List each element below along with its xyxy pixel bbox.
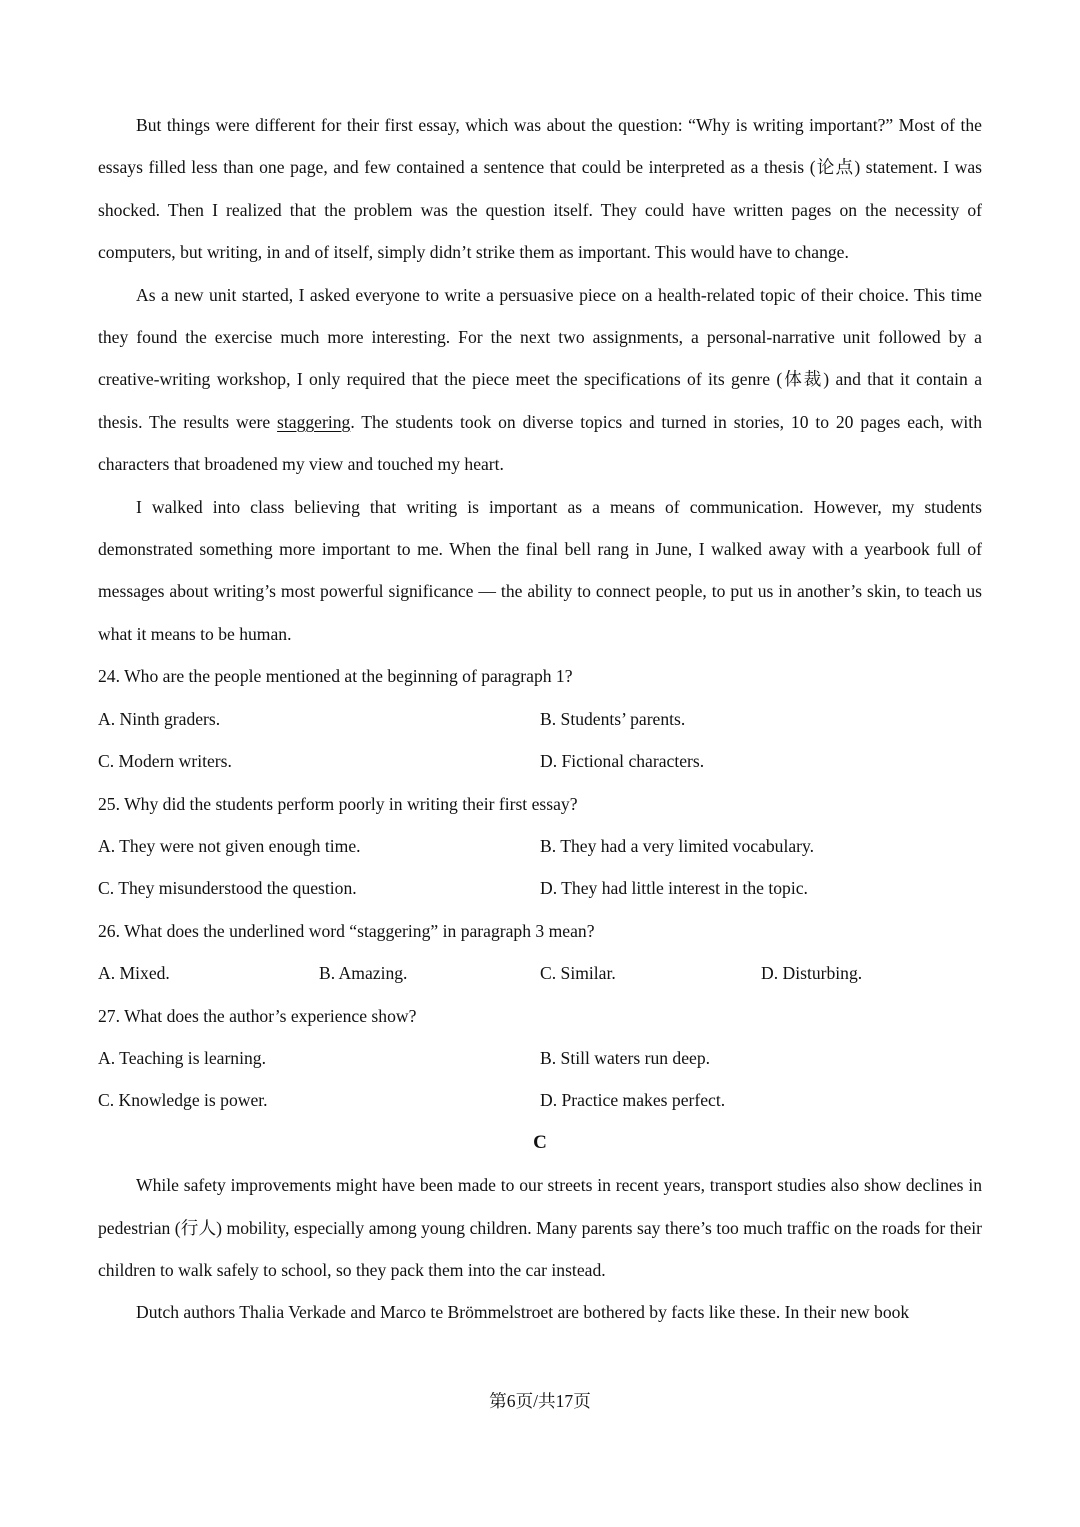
option-d: D. Fictional characters. [540,751,705,772]
options-row [98,1079,982,1121]
question-26 [98,910,982,995]
option-d: D. Disturbing. [761,963,863,984]
passage-c-paragraph-2: Dutch authors Thalia Verkade and Marco te Brömmelstroet are bothered by facts like these. In their new book [136,1302,910,1323]
question-24 [98,655,982,782]
option-d: D. Practice makes perfect. [540,1090,726,1111]
underlined-word-staggering: staggering [277,411,351,432]
option-c: C. Knowledge is power. [98,1090,268,1111]
option-b: B. Still waters run deep. [540,1047,711,1068]
option-a: A. Mixed. [98,963,170,984]
paragraph-text-after: . The students took on diverse topics and turned in stories, 10 to 20 pages each, with characters that broadened my view and touched my heart. [98,411,982,475]
paragraph-text-before: As a new unit started, I asked everyone to write a persuasive piece on a health-related topic of their choice. This time they found the exercise much more interesting. For the next two assignments, a personal-narrative unit followed by a creative-writing workshop, I only required that the piece meet the specifications of its genre (体裁) and that it contain a thesis. The results were [98,284,982,432]
options-row [98,867,982,909]
option-c: C. Modern writers. [98,751,232,772]
option-b: B. Amazing. [319,963,408,984]
question-25 [98,783,982,910]
options-row [98,825,982,867]
question-stem: 24. Who are the people mentioned at the beginning of paragraph 1? [98,666,573,687]
section-c-heading: C [533,1131,547,1153]
options-row [98,698,982,740]
passage-b-paragraph-2: But things were different for their first essay, which was about the question: “Why is writing important?” Most of the essays filled less than one page, and few contained a sentence that could be interpreted as a thesis (论点) statement. I was shocked. Then I realized that the problem was the question itself. They could have written pages on the necessity of computers, but writing, in and of itself, simply didn’t strike them as important. This would have to change. [98,115,982,263]
passage-b-paragraph-3 [98,274,982,486]
document-page [98,104,982,1334]
option-c: C. Similar. [540,963,616,984]
option-a: A. Ninth graders. [98,708,221,729]
options-row [98,952,982,994]
passage-c-paragraph-1: While safety improvements might have been made to our streets in recent years, transport studies also show declines in pedestrian (行人) mobility, especially among young children. Many parents say there’s too much traffic on the roads for their children to walk safely to school, so they pack them into the car instead. [98,1175,982,1280]
page-number-footer: 第6页/共17页 [489,1391,591,1411]
option-d: D. They had little interest in the topic. [540,878,808,899]
question-stem: 27. What does the author’s experience show? [98,1005,417,1026]
passage-b-paragraph-4: I walked into class believing that writing is important as a means of communication. However, my students demonstrated something more important to me. When the final bell rang in June, I walked away with a yearbook full of messages about writing’s most powerful significance — the ability to connect people, to put us in another’s skin, to teach us what it means to be human. [98,496,982,644]
question-stem: 25. Why did the students perform poorly in writing their first essay? [98,793,578,814]
option-b: B. Students’ parents. [540,708,686,729]
options-row [98,1037,982,1079]
option-c: C. They misunderstood the question. [98,878,357,899]
options-row [98,740,982,782]
option-a: A. They were not given enough time. [98,835,361,856]
option-a: A. Teaching is learning. [98,1047,266,1068]
question-stem: 26. What does the underlined word “staggering” in paragraph 3 mean? [98,920,595,941]
option-b: B. They had a very limited vocabulary. [540,835,815,856]
question-27 [98,995,982,1122]
